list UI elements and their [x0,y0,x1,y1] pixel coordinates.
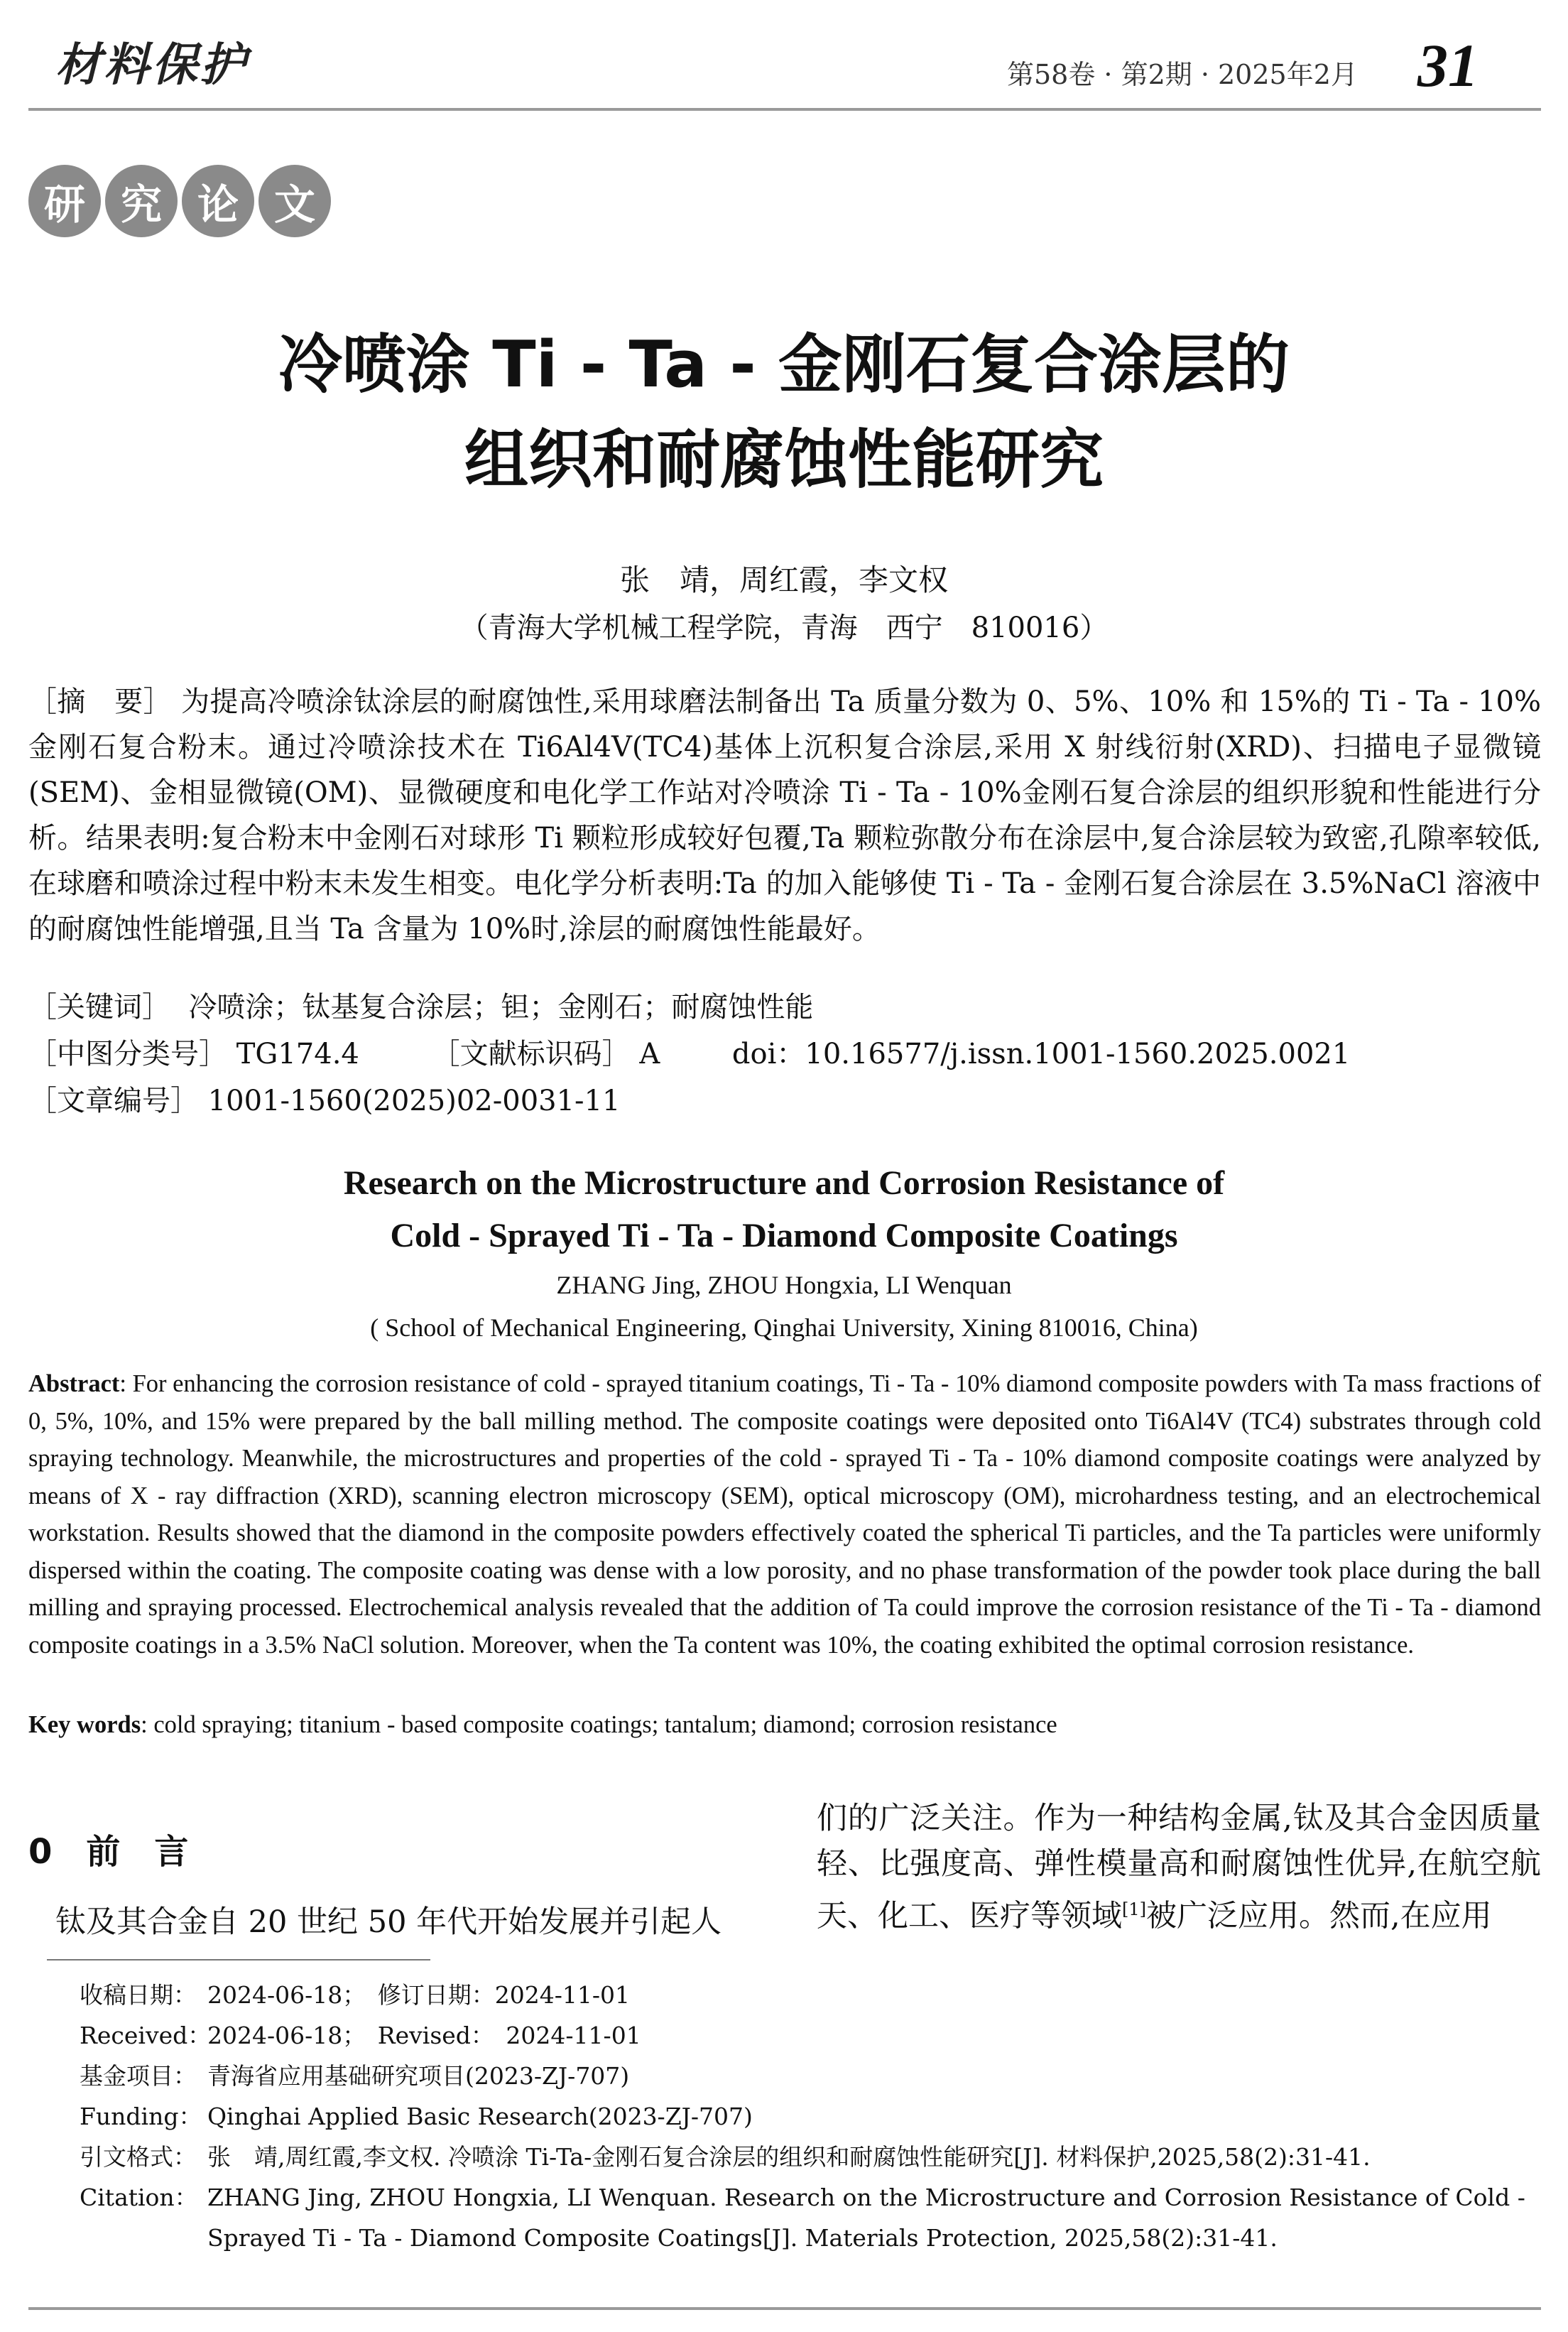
intro-right-column [817,1796,1541,1938]
footnote-citation-en [80,2177,1542,2258]
footnote-text: 2024-06-18； Revised： 2024-11-01 [207,2022,641,2049]
footnote-text: Qinghai Applied Basic Research(2023-ZJ-707) [207,2103,753,2130]
footnote-funding-cn [80,2056,1542,2096]
footnote-label: 引文格式： [80,2143,197,2171]
footnote-label: Funding： [80,2103,202,2130]
abstract-en-text: : For enhancing the corrosion resistance of cold - sprayed titanium coatings, Ti - Ta - 10% diamond composite powders with Ta mass fractions of 0, 5%, 10%, and 15% were prepared by the ball milling method. The composite coatings were deposited onto Ti6Al4V (TC4) substrates through cold spraying technology. Meanwhile, the microstructures and properties of the cold - sprayed Ti - Ta - 10% diamond composite coatings were analyzed by means of X - ray diffraction (XRD), scanning electron microscopy (SEM), optical microscopy (OM), microhardness testing, and an electrochemical workstation. Results showed that the diamond in the composite powders effectively coated the spherical Ti particles, and the Ta particles were uniformly dispersed within the coating. The composite coating was dense with a low porosity, and no phase transformation of the powder took place during the ball milling and spraying processed. Electrochemical analysis revealed that the addition of Ta could improve the corrosion resistance of the Ti - Ta - diamond composite coatings in a 3.5% NaCl solution. Moreover, when the Ta content was 10%, the coating exhibited the optimal corrosion resistance. [28,1370,1541,1659]
footnote-label: Citation： [80,2184,198,2211]
authors-cn: 张 靖，周红霞，李文权 [619,563,948,597]
footnote-text: 张 靖,周红霞,李文权. 冷喷涂 Ti-Ta-金刚石复合涂层的组织和耐腐蚀性能研究[J]. 材料保护,2025,58(2):31-41. [207,2143,1371,2171]
footnote-divider [47,1959,430,1960]
clc-value: TG174.4 [236,1038,359,1070]
footnote-received-cn [80,1975,1542,2015]
title-en-line2: Cold - Sprayed Ti - Ta - Diamond Composite Coatings [390,1217,1178,1254]
title-en-line1: Research on the Microstructure and Corrosion Resistance of [343,1164,1225,1202]
authors-en: ZHANG Jing, ZHOU Hongxia, LI Wenquan [556,1271,1012,1299]
header-divider [28,108,1541,111]
abstract-cn-label: ［摘 要］ [28,685,173,718]
affiliation-cn: （青海大学机械工程学院，青海 西宁 810016） [459,612,1109,644]
doi-label: doi： [731,1038,805,1070]
reference-marker[interactable]: [1] [1122,1899,1146,1919]
footnotes [80,1975,1542,2258]
footnote-label: Received： [80,2022,212,2049]
page-number: 31 [1417,31,1479,99]
intro-text-a: 们的广泛关注。作为一种结构金属,钛及其合金因质量轻、比强度高、弹性模量高和耐腐蚀性优异,在航空航天、化工、医疗等领域 [817,1801,1541,1934]
abstract-cn [28,679,1541,952]
affiliation-en: ( School of Mechanical Engineering, Qinghai University, Xining 810016, China) [370,1313,1198,1342]
footnote-funding-en [80,2096,1542,2137]
badge-char: 究 [105,165,178,237]
abstract-en-label: Abstract [28,1370,120,1397]
article-no-value: 1001-1560(2025)02-0031-11 [207,1085,621,1117]
doc-code-value: A [639,1038,660,1070]
footnote-received-en [80,2015,1542,2056]
footnote-text: 2024-06-18； 修订日期：2024-11-01 [207,1981,631,2009]
article-no-label: ［文章编号］ [28,1085,199,1117]
badge-char: 论 [182,165,254,237]
keywords-en-label: Key words [28,1711,141,1738]
footnote-text: 青海省应用基础研究项目(2023-ZJ-707) [207,2062,630,2090]
intro-left-column: 钛及其合金自 20 世纪 50 年代开始发展并引起人 [55,1904,722,1940]
journal-logo: 材料保护 [55,38,249,92]
keywords-cn-text: 冷喷涂；钛基复合涂层；钽；金刚石；耐腐蚀性能 [188,991,814,1024]
badge-char: 研 [28,165,101,237]
keywords-en [28,1711,1541,1739]
footnote-citation-cn [80,2137,1542,2177]
title-cn-line1: 冷喷涂 Ti - Ta - 金刚石复合涂层的 [278,327,1290,402]
keywords-cn [28,985,813,1025]
doc-code-label: ［文献标识码］ [431,1038,631,1070]
badge-char: 文 [258,165,331,237]
abstract-en [28,1365,1541,1664]
footnote-label: 收稿日期： [80,1981,197,2009]
section-badge [28,165,331,237]
clc-label: ［中图分类号］ [28,1038,227,1070]
keywords-cn-label: ［关键词］ [28,991,170,1024]
footnote-text: ZHANG Jing, ZHOU Hongxia, LI Wenquan. Research on the Microstructure and Corrosion Resistance of Cold - Sprayed Ti - Ta - Diamond Composite Coatings[J]. Materials Protection, 2025,58(2):31-41. [207,2184,1525,2252]
footnote-label: 基金项目： [80,2062,197,2090]
bottom-divider [28,2307,1541,2310]
section-heading: 0 前 言 [28,1832,189,1872]
classification-row [28,1031,1350,1072]
abstract-cn-text: 为提高冷喷涂钛涂层的耐腐蚀性,采用球磨法制备出 Ta 质量分数为 0、5%、10% 和 15%的 Ti - Ta - 10% 金刚石复合粉末。通过冷喷涂技术在 Ti6Al4V(TC4)基体上沉积复合涂层,采用 X 射线衍射(XRD)、扫描电子显微镜(SEM)、金相显微镜(OM)、显微硬度和电化学工作站对冷喷涂 Ti - Ta - 10%金刚石复合涂层的组织形貌和性能进行分析。结果表明:复合粉末中金刚石对球形 Ti 颗粒形成较好包覆,Ta 颗粒弥散分布在涂层中,复合涂层较为致密,孔隙率较低,在球磨和喷涂过程中粉末未发生相变。电化学分析表明:Ta 的加入能够使 Ti - Ta - 金刚石复合涂层在 3.5%NaCl 溶液中的耐腐蚀性能增强,且当 Ta 含量为 10%时,涂层的耐腐蚀性能最好。 [28,685,1542,945]
title-cn-line2: 组织和耐腐蚀性能研究 [464,423,1104,497]
issue-info: 第58卷 · 第2期 · 2025年2月 [1007,59,1358,90]
doi-value: 10.16577/j.issn.1001-1560.2025.0021 [805,1038,1351,1070]
article-number-row [28,1078,620,1119]
keywords-en-text: : cold spraying; titanium - based composite coatings; tantalum; diamond; corrosion resistance [141,1711,1057,1738]
intro-text-b: 被广泛应用。然而,在应用 [1146,1898,1492,1934]
